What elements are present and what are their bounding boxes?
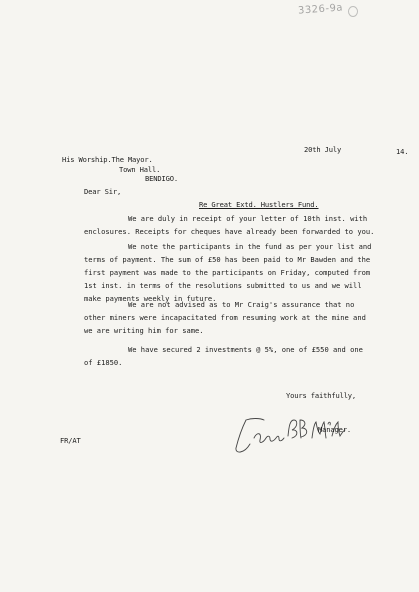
paragraph-3 — [84, 298, 416, 337]
addressee-line-3: BENDIGO. — [145, 174, 178, 183]
archive-mark — [348, 6, 358, 17]
reference-initials: FR/AT — [60, 436, 81, 445]
paragraph-4-line-1: We have secured 2 investments @ 5%, one of £550 and one — [128, 345, 363, 354]
archive-reference: 3326-9a — [297, 2, 344, 17]
addressee-line-1: His Worship.The Mayor. — [62, 155, 153, 164]
paragraph-1-line-2: enclosures. Receipts for cheques have already been forwarded to you. — [84, 227, 375, 236]
letter-year: 14. — [396, 147, 409, 156]
paragraph-3-line-1: We are not advised as to Mr Craig's assurance that no — [128, 300, 355, 309]
paragraph-3-line-2: other miners were incapacitated from resuming work at the mine and — [84, 313, 366, 322]
paragraph-2-line-5: make payments weekly in future. — [84, 294, 217, 303]
letter-date: 20th July — [304, 145, 342, 154]
salutation: Dear Sir, — [84, 187, 122, 196]
paragraph-2 — [84, 240, 416, 305]
paragraph-4 — [84, 343, 416, 369]
paragraph-4-line-2: of £1850. — [84, 358, 123, 367]
paragraph-1-line-1: We are duly in receipt of your letter of 10th inst. with — [128, 214, 368, 223]
closing: Yours faithfully, — [286, 391, 357, 400]
signatory-title: Manager. — [318, 425, 351, 434]
addressee-line-2: Town Hall. — [119, 165, 161, 174]
subject-line: Re Great Extd. Hustlers Fund. — [199, 200, 319, 209]
paragraph-1 — [84, 212, 416, 238]
paragraph-3-line-3: we are writing him for same. — [84, 326, 204, 335]
paragraph-2-line-2: terms of payment. The sum of £50 has been paid to Mr Bawden and the — [84, 255, 371, 264]
paragraph-2-line-1: We note the participants in the fund as per your list and — [128, 242, 372, 251]
handwritten-signature — [232, 414, 352, 456]
paragraph-2-line-3: first payment was made to the participants on Friday, computed from — [84, 268, 371, 277]
paragraph-2-line-4: 1st inst. in terms of the resolutions submitted to us and we will — [84, 281, 362, 290]
